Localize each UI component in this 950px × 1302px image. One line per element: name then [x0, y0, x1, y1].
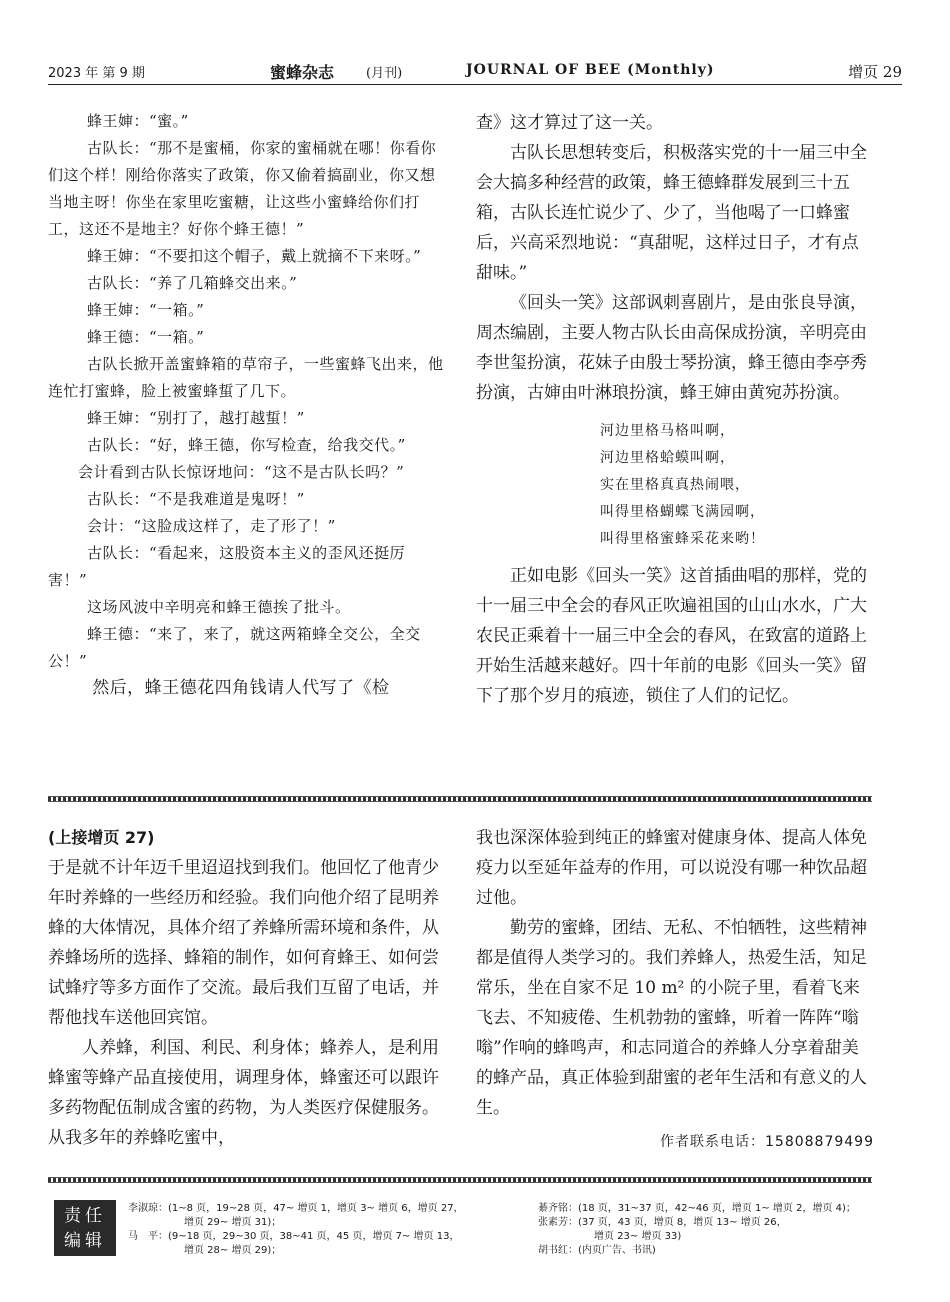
continued-article-column-left [48, 823, 444, 1153]
editor-entry: 张素芳：(37 页，43 页，增页 8，增页 13~ 增页 26， [538, 1217, 787, 1228]
badge-line: 责任 [64, 1206, 106, 1226]
dialogue-line: 古队长：“好，蜂王德，你写检查，给我交代。” [87, 436, 406, 454]
dialogue-line: 蜂王德：“一箱。” [87, 328, 205, 346]
continued-from-label: (上接增页 27) [48, 828, 155, 847]
dialogue-line: 古队长：“那不是蜜桶，你家的蜜桶就在哪！你看你们这个样！刚给你落实了政策，你又偷着搞副业，你又想当地主呀！你坐在家里吃蜜糖，让这些小蜜蜂给你们打工，这还不是地主？好你个蜂王德！” [48, 139, 437, 238]
badge-line: 编辑 [64, 1231, 106, 1251]
editor-list-left [128, 1202, 548, 1258]
script-excerpt-column [48, 108, 444, 702]
editor-entry: 增页 29~ 增页 31)； [184, 1217, 282, 1228]
body-paragraph: 正如电影《回头一笑》这首插曲唱的那样，党的十一届三中全会的春风正吹遍祖国的山山水水，广大农民正乘着十一届三中全会的春风，在致富的道路上开始生活越来越好。四十年前的电影《回头一笑》留下了那个岁月的痕迹，锁住了人们的记忆。 [476, 566, 867, 706]
dialogue-line: 蜂王婶：“蜜。” [87, 112, 189, 130]
dialogue-line: 古队长：“看起来，这股资本主义的歪风还挺厉害！” [48, 544, 406, 589]
body-paragraph: 人养蜂，利国、利民、利身体；蜂养人，是利用蜂蜜等蜂产品直接使用，调理身体，蜂蜜还可以跟许多药物配伍制成含蜜的药物，为人类医疗保健服务。从我多年的养蜂吃蜜中， [48, 1038, 439, 1148]
magazine-title: 蜜蜂杂志 [270, 63, 335, 82]
dialogue-line: 古队长掀开盖蜜蜂箱的草帘子，一些蜜蜂飞出来，他连忙打蜜蜂，脸上被蜜蜂蜇了几下。 [48, 355, 444, 400]
body-paragraph: 于是就不计年迈千里迢迢找到我们。他回忆了他青少年时养蜂的一些经历和经验。我们向他介绍了昆明养蜂的大体情况，具体介绍了养蜂所需环境和条件，从养蜂场所的选择、蜂箱的制作，如何育蜂王、如何尝试蜂疗等多方面作了交流。最后我们互留了电话，并帮他找车送他回宾馆。 [48, 858, 439, 1028]
running-header [48, 62, 902, 85]
body-paragraph: 我也深深体验到纯正的蜂蜜对健康身体、提高人体免疫力以至延年益寿的作用，可以说没有哪一种饮品超过他。 [476, 828, 867, 908]
dialogue-line: 蜂王德：“来了，来了，就这两箱蜂全交公，全交公！” [48, 625, 421, 670]
section-divider [48, 796, 872, 802]
editor-entry: 增页 28~ 增页 29)； [184, 1245, 282, 1256]
body-paragraph: 勤劳的蜜蜂，团结、无私、不怕牺牲，这些精神都是值得人类学习的。我们养蜂人，热爱生活，知足常乐，坐在自家不足 10 m² 的小院子里，看着飞来飞去、不知疲倦、生机勃勃的蜜蜂，听着一阵阵“嗡嗡”作响的蜂鸣声，和志同道合的养蜂人分享着甜美的蜂产品，真正体验到甜蜜的老年生活和有意义的人生。 [476, 918, 867, 1118]
lyric-line: 叫得里格蜜蜂采花来哟！ [600, 531, 765, 547]
lyric-line: 实在里格真真热闹喂， [600, 477, 750, 493]
body-paragraph: 查》这才算过了这一关。 [476, 113, 663, 133]
dialogue-line: 古队长：“养了几箱蜂交出来。” [87, 274, 298, 292]
article-column-right [476, 108, 874, 711]
editor-entry: 李淑琼：(1~8 页，19~28 页，47~ 增页 1，增页 3~ 增页 6，增页 27， [128, 1203, 464, 1214]
song-lyrics [600, 418, 874, 553]
editor-entry: 增页 23~ 增页 33) [594, 1231, 682, 1242]
continued-article-column-right [476, 823, 874, 1157]
body-paragraph: 古队长思想转变后，积极落实党的十一届三中全会大搞多种经营的政策，蜂王德蜂群发展到三十五箱，古队长连忙说少了、少了，当他喝了一口蜂蜜后，兴高采烈地说：“真甜呢，这样过日子，才有点甜味。” [476, 143, 867, 283]
lyric-line: 叫得里格蝴蝶飞满园啊， [600, 504, 765, 520]
dialogue-line: 会计看到古队长惊讶地问：“这不是古队长吗？” [78, 463, 405, 481]
body-paragraph: 然后，蜂王德花四角钱请人代写了《检 [92, 678, 390, 698]
dialogue-line: 蜂王婶：“一箱。” [87, 301, 205, 319]
editor-list-right [538, 1202, 872, 1258]
lyric-line: 河边里格蛤蟆叫啊， [600, 450, 735, 466]
dialogue-line: 古队长：“不是我难道是鬼呀！” [87, 490, 305, 508]
editor-entry: 綦齐铭：(18 页，31~37 页，42~46 页，增页 1~ 增页 2，增页 4)； [538, 1203, 856, 1214]
author-phone: 作者联系电话：15808879499 [660, 1134, 874, 1150]
magazine-english-title: JOURNAL OF BEE (Monthly) [466, 62, 715, 78]
section-divider [48, 1177, 872, 1183]
monthly-label: (月刊) [366, 66, 403, 81]
dialogue-line: 蜂王婶：“不要扣这个帽子，戴上就摘不下来呀。” [87, 247, 422, 265]
lyric-line: 河边里格马格叫啊， [600, 423, 735, 439]
responsible-editors-box [48, 1196, 872, 1266]
dialogue-line: 蜂王婶：“别打了，越打越蜇！” [87, 409, 305, 427]
issue-label: 2023 年 第 9 期 [48, 66, 145, 81]
editor-entry: 胡书红：(内页广告、书讯) [538, 1245, 656, 1256]
page-number: 增页 29 [848, 63, 902, 81]
editor-badge [54, 1200, 116, 1256]
body-paragraph: 《回头一笑》这部讽刺喜剧片，是由张良导演，周杰编剧，主要人物古队长由高保成扮演，辛明亮由李世玺扮演，花妹子由殷士琴扮演，蜂王德由李亭秀扮演，古婶由叶淋琅扮演，蜂王婶由黄宛苏扮演。 [476, 293, 867, 403]
dialogue-line: 这场风波中辛明亮和蜂王德挨了批斗。 [87, 598, 351, 616]
editor-entry: 马 平：(9~18 页，29~30 页，38~41 页，45 页，增页 7~ 增页 13， [128, 1231, 460, 1242]
dialogue-line: 会计：“这脸成这样了，走了形了！” [87, 517, 336, 535]
